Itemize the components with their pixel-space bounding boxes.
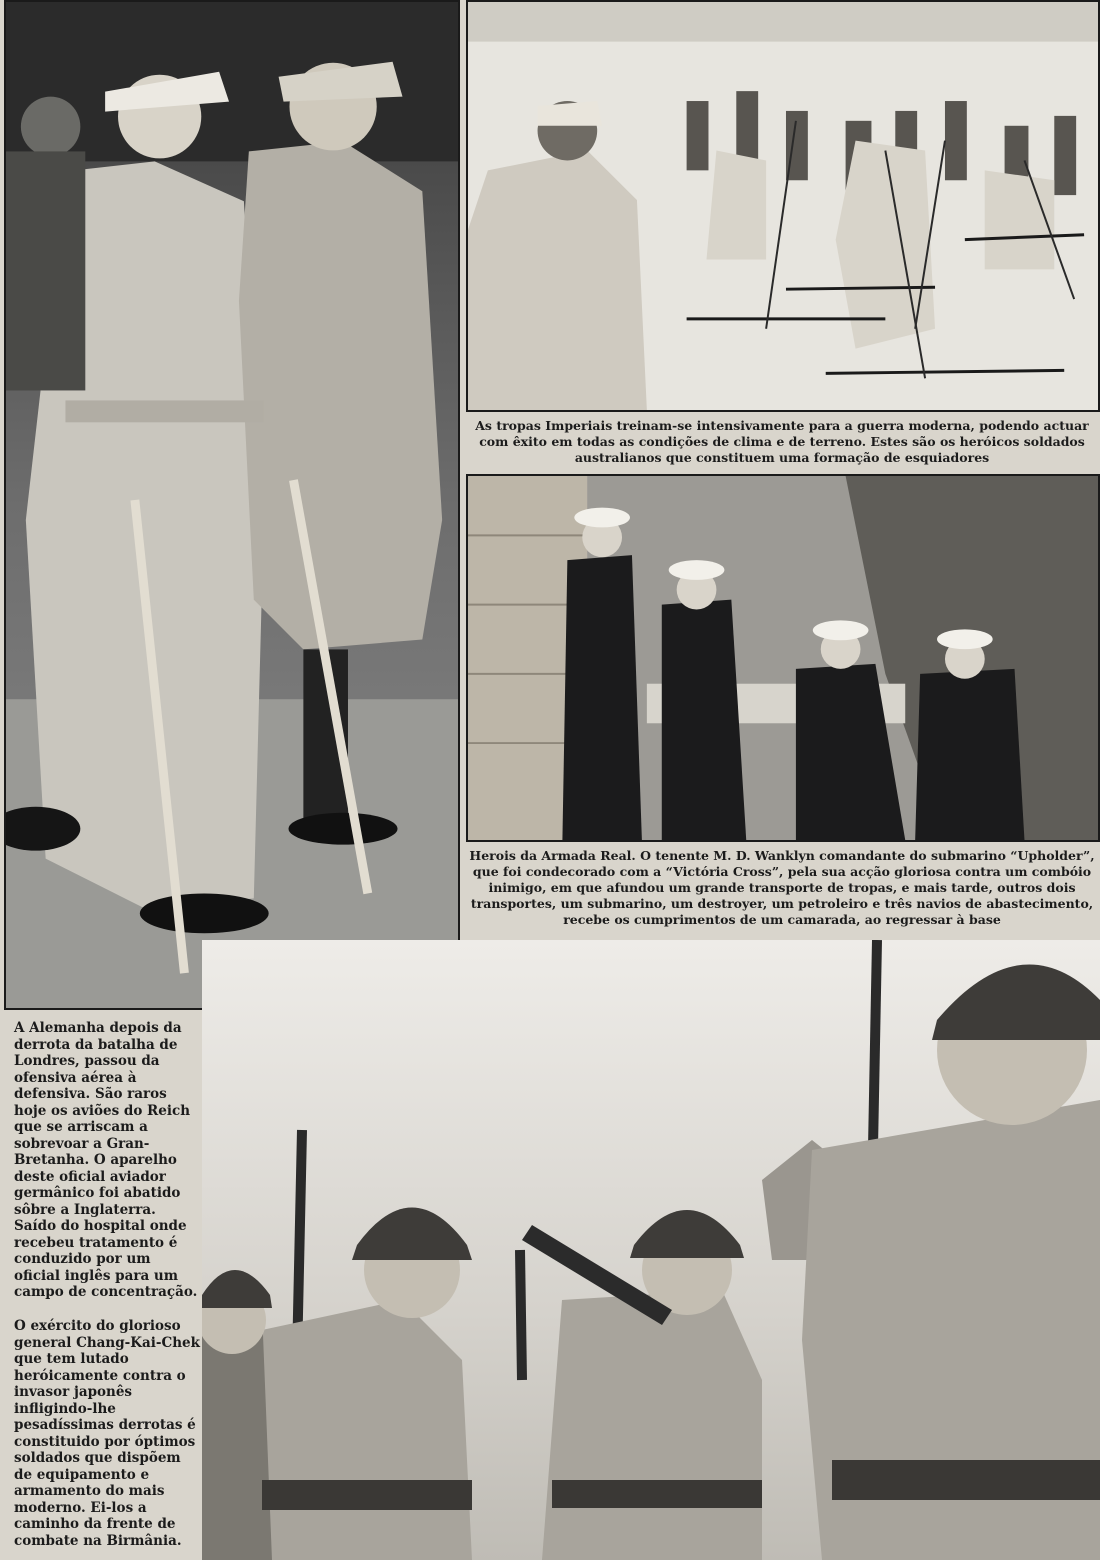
skiers-photo	[466, 0, 1100, 412]
photo-naval-officers-handshake-icon	[468, 476, 1098, 840]
chinese-soldiers-photo	[202, 940, 1100, 1560]
photo-chinese-soldiers-helmets-icon	[202, 940, 1100, 1560]
germany-article-text: A Alemanha depois da derrota da batalha de Londres, passou da ofensiva aérea à defensiva. São raros hoje os aviões do Reich que se arriscam a sobrevoar a Gran-Bretanha. O aparelho deste oficial aviador germânico foi abatido sôbre a Inglaterra. Saído do hospital onde recebeu tratamento é conduzido por um oficial inglês para um campo de concentração.	[14, 1020, 198, 1300]
china-article-text: O exército do glorioso general Chang-Kai-Chek que tem lutado heróicamente contra o invasor japonês infligindo-lhe pesadíssimas derrotas é constituido por óptimos soldados que dispõem de equipamento e armamento do mais moderno. Ei-los a caminho da frente de combate na Birmânia.	[14, 1318, 201, 1549]
navy-caption: Herois da Armada Real. O tenente M. D. Wanklyn comandante do submarino “Upholder”, que foi condecorado com a “Victória Cross”, pela sua acção gloriosa contra um combóio inimigo, em que afundou um grande transporte de tropas, e mais tarde, outros dois transportes, um submarino, um destroyer, um petroleiro e três navios de abastecimento, recebe os cumprimentos de um camarada, ao regressar à base	[469, 848, 1095, 927]
skiers-caption: As tropas Imperiais treinam-se intensivamente para a guerra moderna, podendo actuar com êxito em todas as condições de clima e de terreno. Estes são os heróicos soldados australianos que constituem uma formação de esquiadores	[475, 418, 1089, 465]
navy-photo	[466, 474, 1100, 842]
photo-two-officers-walking-icon	[6, 2, 458, 1008]
officers-photo	[4, 0, 460, 1010]
photo-ski-troops-icon	[468, 2, 1098, 410]
